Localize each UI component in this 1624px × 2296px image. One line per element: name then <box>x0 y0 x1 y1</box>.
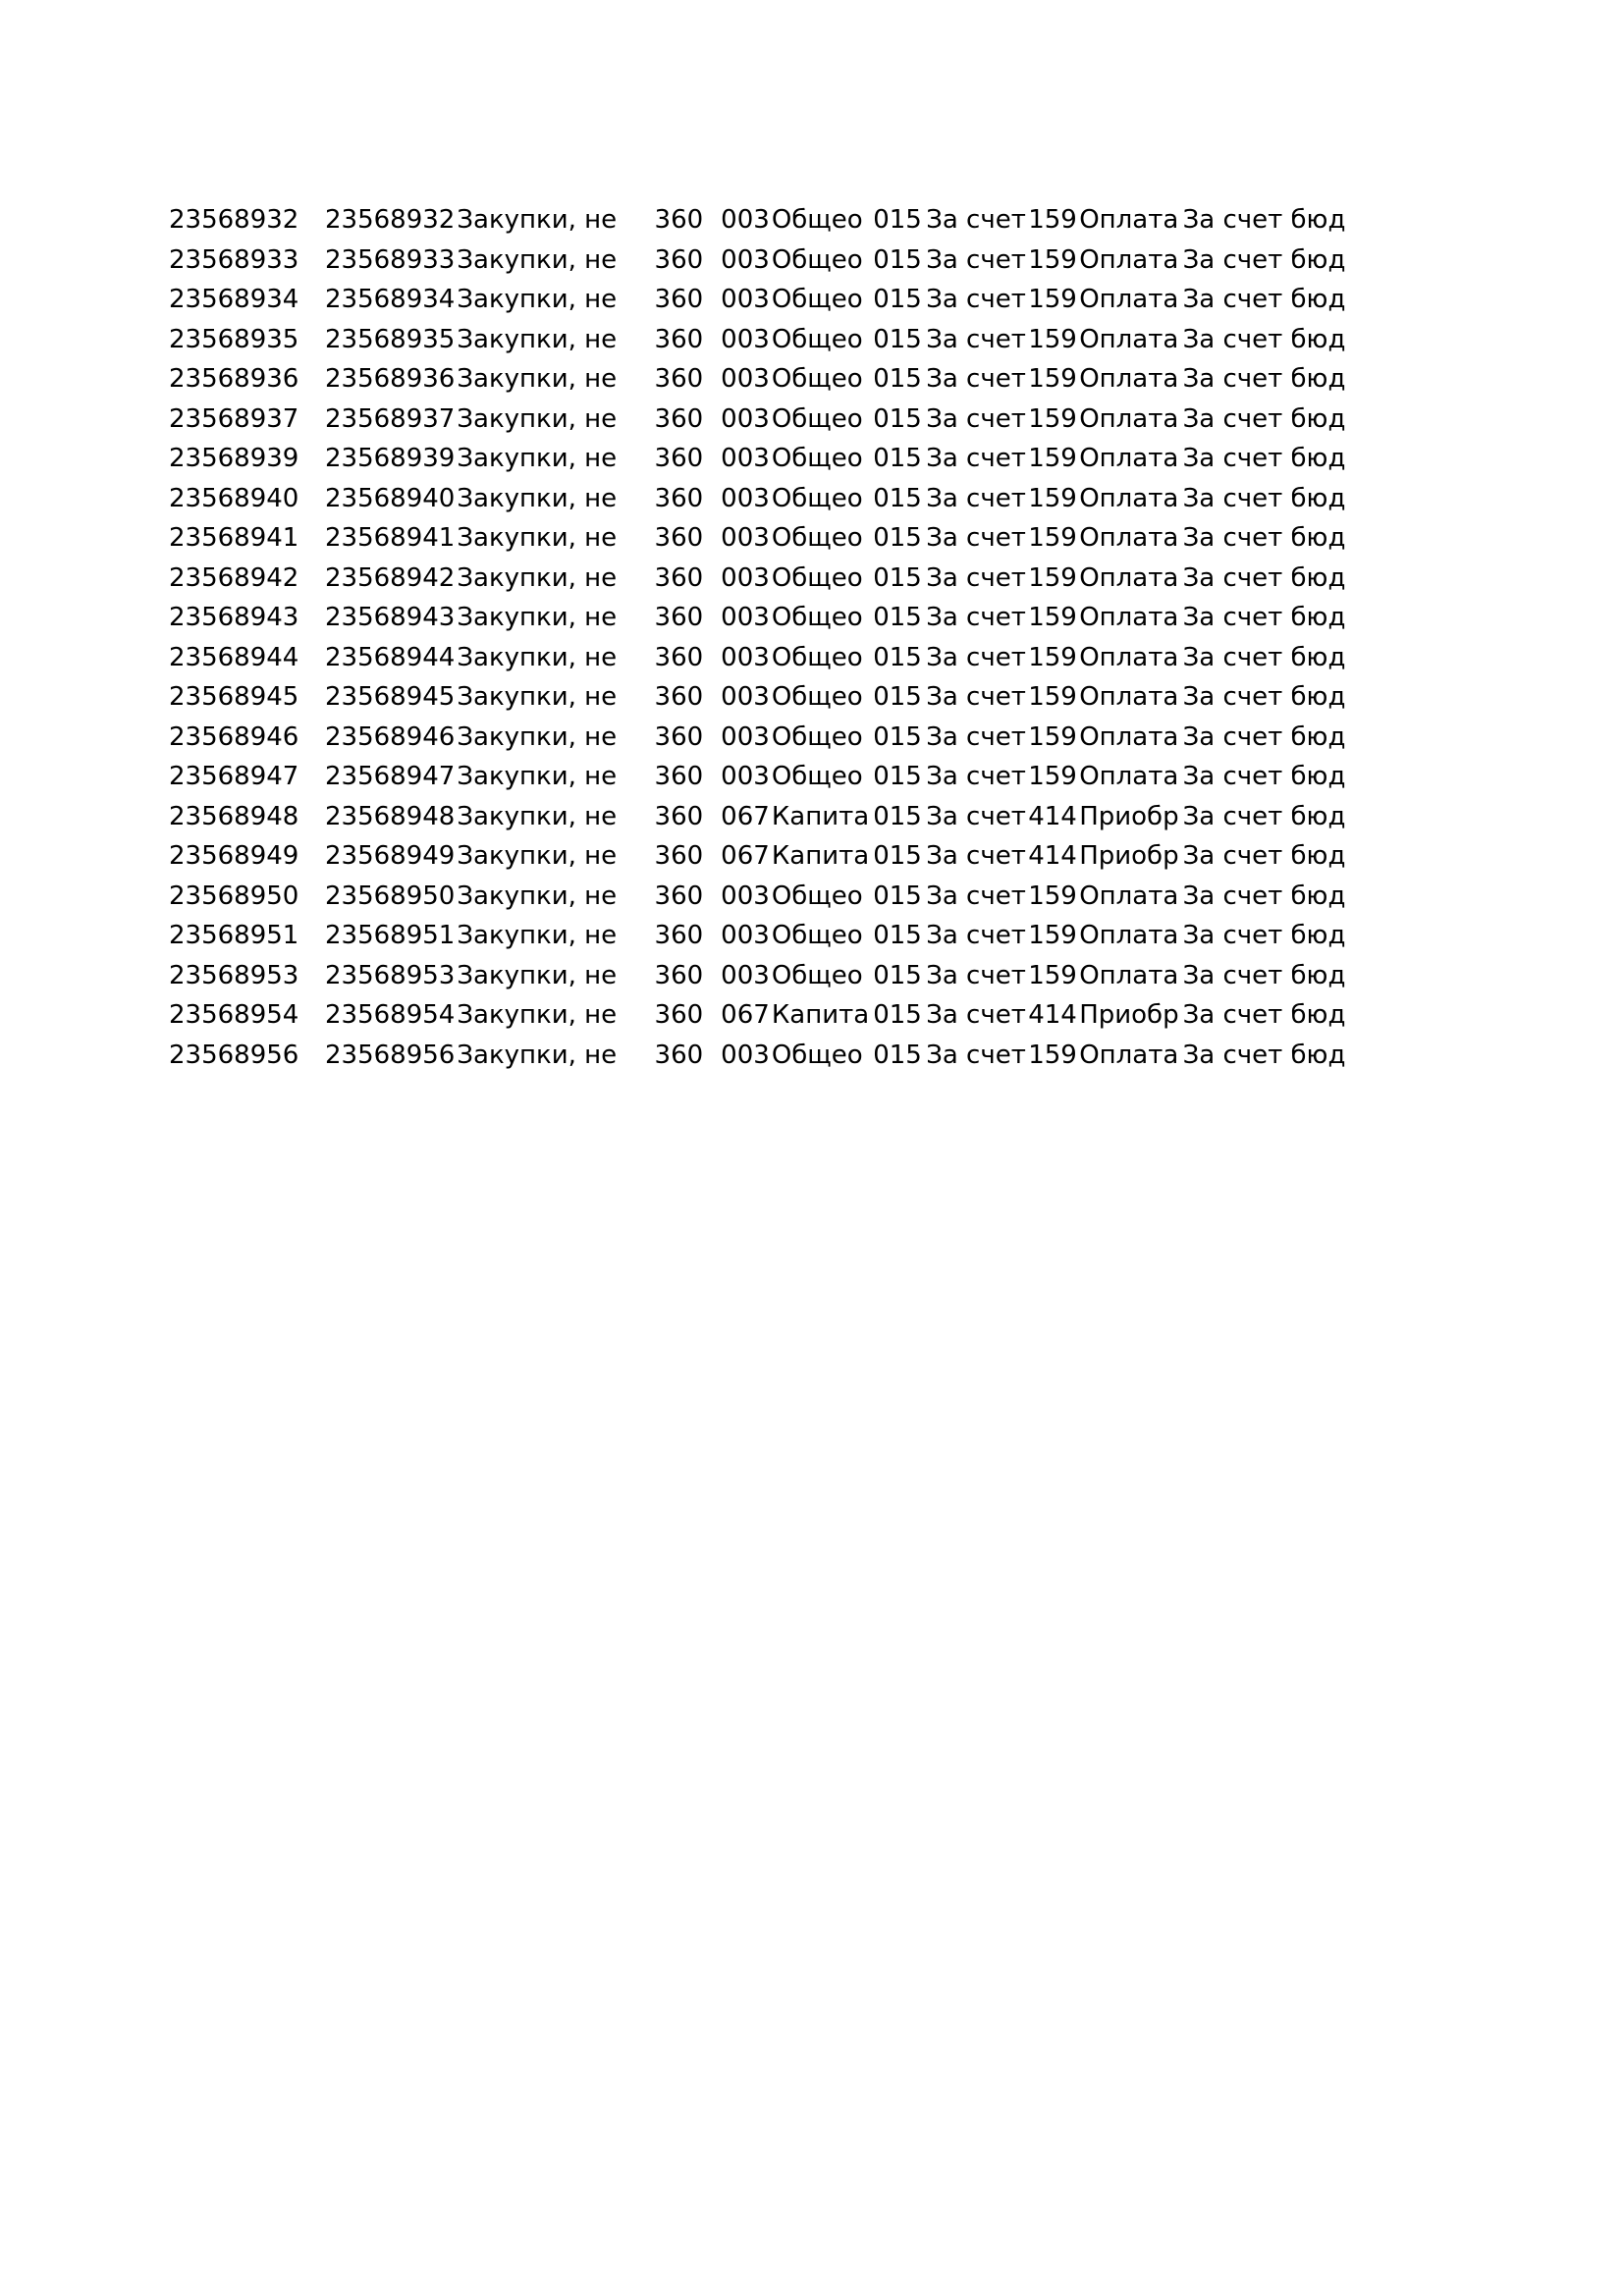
cell-id-duplicate: 23568941 <box>325 523 456 554</box>
table-row <box>169 797 1345 837</box>
cell-section-name: Общео <box>771 444 863 474</box>
cell-article-name: Оплата <box>1079 721 1179 752</box>
cell-source-code: 015 <box>873 1040 922 1070</box>
cell-funding: За счет бюд <box>1182 603 1346 633</box>
cell-article-name: Приобр <box>1079 1000 1179 1031</box>
cell-source-code: 015 <box>873 642 922 672</box>
cell-section-name: Капита <box>771 841 870 872</box>
cell-funding: За счет бюд <box>1182 523 1346 554</box>
cell-article-name: Оплата <box>1079 444 1179 474</box>
cell-funding: За счет бюд <box>1182 205 1346 236</box>
cell-section-code: 003 <box>721 642 770 672</box>
cell-article-name: Оплата <box>1079 960 1179 990</box>
cell-description: Закупки, не <box>457 562 618 593</box>
cell-section-code: 003 <box>721 483 770 513</box>
cell-id: 23568934 <box>169 285 299 315</box>
cell-description: Закупки, не <box>457 642 618 672</box>
cell-id: 23568947 <box>169 762 299 792</box>
cell-section-code: 003 <box>721 921 770 951</box>
cell-section-code: 003 <box>721 244 770 275</box>
cell-article-code: 159 <box>1028 244 1077 275</box>
cell-section-name: Общео <box>771 244 863 275</box>
cell-code: 360 <box>654 324 704 354</box>
cell-source-name: За счет <box>926 762 1026 792</box>
cell-source-name: За счет <box>926 1000 1026 1031</box>
cell-article-code: 159 <box>1028 642 1077 672</box>
table-row <box>169 240 1345 281</box>
cell-source-code: 015 <box>873 562 922 593</box>
table-row <box>169 916 1345 956</box>
cell-section-code: 003 <box>721 682 770 713</box>
table-body <box>169 200 1345 1075</box>
cell-source-name: За счет <box>926 1040 1026 1070</box>
cell-description: Закупки, не <box>457 960 618 990</box>
cell-id: 23568953 <box>169 960 299 990</box>
cell-article-code: 159 <box>1028 1040 1077 1070</box>
cell-description: Закупки, не <box>457 403 618 434</box>
cell-code: 360 <box>654 1040 704 1070</box>
cell-funding: За счет бюд <box>1182 801 1346 831</box>
data-table <box>169 200 1345 1075</box>
cell-section-code: 003 <box>721 403 770 434</box>
table-row <box>169 598 1345 638</box>
cell-id-duplicate: 23568945 <box>325 682 456 713</box>
cell-description: Закупки, не <box>457 721 618 752</box>
table-row <box>169 359 1345 400</box>
cell-funding: За счет бюд <box>1182 562 1346 593</box>
cell-description: Закупки, не <box>457 523 618 554</box>
cell-funding: За счет бюд <box>1182 642 1346 672</box>
cell-id: 23568946 <box>169 721 299 752</box>
cell-funding: За счет бюд <box>1182 960 1346 990</box>
cell-id: 23568941 <box>169 523 299 554</box>
cell-id: 23568940 <box>169 483 299 513</box>
cell-code: 360 <box>654 642 704 672</box>
cell-section-code: 003 <box>721 960 770 990</box>
cell-section-name: Общео <box>771 921 863 951</box>
cell-source-name: За счет <box>926 801 1026 831</box>
cell-section-name: Капита <box>771 1000 870 1031</box>
cell-funding: За счет бюд <box>1182 483 1346 513</box>
cell-id-duplicate: 23568942 <box>325 562 456 593</box>
cell-article-name: Оплата <box>1079 483 1179 513</box>
cell-id-duplicate: 23568933 <box>325 244 456 275</box>
cell-source-name: За счет <box>926 285 1026 315</box>
cell-source-code: 015 <box>873 603 922 633</box>
cell-section-code: 003 <box>721 562 770 593</box>
cell-id: 23568951 <box>169 921 299 951</box>
cell-code: 360 <box>654 960 704 990</box>
cell-description: Закупки, не <box>457 244 618 275</box>
cell-id-duplicate: 23568948 <box>325 801 456 831</box>
cell-section-name: Общео <box>771 562 863 593</box>
cell-section-name: Общео <box>771 1040 863 1070</box>
table-row <box>169 200 1345 240</box>
cell-article-code: 414 <box>1028 801 1077 831</box>
cell-source-code: 015 <box>873 721 922 752</box>
cell-article-code: 159 <box>1028 324 1077 354</box>
cell-id: 23568948 <box>169 801 299 831</box>
cell-article-code: 159 <box>1028 483 1077 513</box>
cell-code: 360 <box>654 285 704 315</box>
cell-section-code: 003 <box>721 205 770 236</box>
cell-id-duplicate: 23568944 <box>325 642 456 672</box>
cell-section-code: 003 <box>721 324 770 354</box>
cell-description: Закупки, не <box>457 324 618 354</box>
cell-description: Закупки, не <box>457 881 618 911</box>
cell-source-name: За счет <box>926 562 1026 593</box>
cell-article-code: 159 <box>1028 285 1077 315</box>
cell-article-code: 159 <box>1028 682 1077 713</box>
cell-section-name: Капита <box>771 801 870 831</box>
cell-id-duplicate: 23568934 <box>325 285 456 315</box>
cell-article-name: Оплата <box>1079 1040 1179 1070</box>
cell-source-name: За счет <box>926 205 1026 236</box>
cell-id: 23568944 <box>169 642 299 672</box>
cell-code: 360 <box>654 762 704 792</box>
cell-section-code: 003 <box>721 285 770 315</box>
table-row <box>169 677 1345 718</box>
cell-code: 360 <box>654 562 704 593</box>
cell-description: Закупки, не <box>457 444 618 474</box>
cell-article-name: Приобр <box>1079 841 1179 872</box>
cell-section-code: 003 <box>721 762 770 792</box>
cell-article-code: 159 <box>1028 960 1077 990</box>
cell-section-name: Общео <box>771 762 863 792</box>
cell-description: Закупки, не <box>457 841 618 872</box>
cell-source-code: 015 <box>873 364 922 395</box>
cell-id: 23568933 <box>169 244 299 275</box>
cell-article-name: Оплата <box>1079 244 1179 275</box>
cell-id-duplicate: 23568950 <box>325 881 456 911</box>
cell-description: Закупки, не <box>457 762 618 792</box>
cell-source-code: 015 <box>873 523 922 554</box>
cell-description: Закупки, не <box>457 801 618 831</box>
cell-source-code: 015 <box>873 205 922 236</box>
cell-code: 360 <box>654 523 704 554</box>
cell-article-code: 159 <box>1028 721 1077 752</box>
table-row <box>169 877 1345 917</box>
cell-id-duplicate: 23568949 <box>325 841 456 872</box>
cell-source-code: 015 <box>873 244 922 275</box>
cell-id-duplicate: 23568932 <box>325 205 456 236</box>
cell-funding: За счет бюд <box>1182 285 1346 315</box>
table-row <box>169 320 1345 360</box>
cell-section-code: 003 <box>721 881 770 911</box>
cell-section-name: Общео <box>771 403 863 434</box>
cell-source-code: 015 <box>873 1000 922 1031</box>
cell-id-duplicate: 23568953 <box>325 960 456 990</box>
cell-funding: За счет бюд <box>1182 762 1346 792</box>
cell-section-name: Общео <box>771 721 863 752</box>
cell-section-code: 003 <box>721 721 770 752</box>
cell-article-code: 414 <box>1028 1000 1077 1031</box>
cell-source-code: 015 <box>873 444 922 474</box>
cell-code: 360 <box>654 1000 704 1031</box>
cell-section-name: Общео <box>771 881 863 911</box>
cell-article-name: Оплата <box>1079 285 1179 315</box>
cell-article-code: 159 <box>1028 562 1077 593</box>
cell-article-code: 159 <box>1028 205 1077 236</box>
cell-section-code: 003 <box>721 444 770 474</box>
cell-id-duplicate: 23568936 <box>325 364 456 395</box>
cell-section-code: 067 <box>721 841 770 872</box>
cell-source-name: За счет <box>926 483 1026 513</box>
cell-source-code: 015 <box>873 682 922 713</box>
table-row <box>169 718 1345 758</box>
cell-source-code: 015 <box>873 403 922 434</box>
table-row <box>169 995 1345 1036</box>
cell-section-code: 067 <box>721 1000 770 1031</box>
cell-code: 360 <box>654 721 704 752</box>
cell-article-name: Приобр <box>1079 801 1179 831</box>
cell-article-code: 414 <box>1028 841 1077 872</box>
cell-article-name: Оплата <box>1079 881 1179 911</box>
cell-id-duplicate: 23568954 <box>325 1000 456 1031</box>
cell-article-code: 159 <box>1028 523 1077 554</box>
cell-funding: За счет бюд <box>1182 921 1346 951</box>
cell-funding: За счет бюд <box>1182 682 1346 713</box>
cell-code: 360 <box>654 682 704 713</box>
cell-section-name: Общео <box>771 205 863 236</box>
cell-article-name: Оплата <box>1079 642 1179 672</box>
cell-id-duplicate: 23568943 <box>325 603 456 633</box>
cell-section-code: 003 <box>721 364 770 395</box>
table-row <box>169 757 1345 797</box>
cell-source-name: За счет <box>926 364 1026 395</box>
cell-article-name: Оплата <box>1079 682 1179 713</box>
cell-id-duplicate: 23568937 <box>325 403 456 434</box>
cell-description: Закупки, не <box>457 205 618 236</box>
cell-code: 360 <box>654 483 704 513</box>
table-row <box>169 956 1345 996</box>
cell-source-name: За счет <box>926 523 1026 554</box>
cell-code: 360 <box>654 881 704 911</box>
cell-article-name: Оплата <box>1079 205 1179 236</box>
cell-description: Закупки, не <box>457 285 618 315</box>
cell-code: 360 <box>654 603 704 633</box>
cell-description: Закупки, не <box>457 603 618 633</box>
cell-article-code: 159 <box>1028 921 1077 951</box>
cell-id-duplicate: 23568946 <box>325 721 456 752</box>
cell-article-code: 159 <box>1028 444 1077 474</box>
cell-source-name: За счет <box>926 403 1026 434</box>
table-row <box>169 559 1345 599</box>
cell-source-code: 015 <box>873 483 922 513</box>
cell-id: 23568956 <box>169 1040 299 1070</box>
cell-source-name: За счет <box>926 324 1026 354</box>
cell-article-code: 159 <box>1028 403 1077 434</box>
cell-source-name: За счет <box>926 642 1026 672</box>
cell-article-code: 159 <box>1028 762 1077 792</box>
cell-code: 360 <box>654 841 704 872</box>
cell-section-name: Общео <box>771 960 863 990</box>
cell-article-code: 159 <box>1028 364 1077 395</box>
cell-article-name: Оплата <box>1079 603 1179 633</box>
cell-article-name: Оплата <box>1079 523 1179 554</box>
cell-source-code: 015 <box>873 960 922 990</box>
cell-funding: За счет бюд <box>1182 324 1346 354</box>
cell-section-code: 067 <box>721 801 770 831</box>
cell-section-name: Общео <box>771 364 863 395</box>
cell-id: 23568942 <box>169 562 299 593</box>
cell-source-code: 015 <box>873 324 922 354</box>
cell-section-name: Общео <box>771 642 863 672</box>
cell-source-code: 015 <box>873 881 922 911</box>
cell-id-duplicate: 23568951 <box>325 921 456 951</box>
cell-source-name: За счет <box>926 921 1026 951</box>
table-row <box>169 479 1345 519</box>
cell-description: Закупки, не <box>457 682 618 713</box>
cell-source-code: 015 <box>873 841 922 872</box>
cell-funding: За счет бюд <box>1182 1000 1346 1031</box>
cell-funding: За счет бюд <box>1182 444 1346 474</box>
table-row <box>169 400 1345 440</box>
cell-source-code: 015 <box>873 801 922 831</box>
cell-article-name: Оплата <box>1079 403 1179 434</box>
cell-article-code: 159 <box>1028 881 1077 911</box>
cell-section-name: Общео <box>771 523 863 554</box>
cell-funding: За счет бюд <box>1182 1040 1346 1070</box>
cell-funding: За счет бюд <box>1182 244 1346 275</box>
cell-code: 360 <box>654 403 704 434</box>
cell-source-name: За счет <box>926 682 1026 713</box>
cell-article-name: Оплата <box>1079 762 1179 792</box>
cell-section-code: 003 <box>721 603 770 633</box>
cell-source-name: За счет <box>926 603 1026 633</box>
cell-article-name: Оплата <box>1079 921 1179 951</box>
cell-funding: За счет бюд <box>1182 721 1346 752</box>
cell-funding: За счет бюд <box>1182 364 1346 395</box>
cell-source-name: За счет <box>926 444 1026 474</box>
cell-article-name: Оплата <box>1079 562 1179 593</box>
cell-id-duplicate: 23568956 <box>325 1040 456 1070</box>
cell-id: 23568935 <box>169 324 299 354</box>
cell-description: Закупки, не <box>457 1000 618 1031</box>
cell-section-name: Общео <box>771 324 863 354</box>
cell-id-duplicate: 23568940 <box>325 483 456 513</box>
cell-source-code: 015 <box>873 285 922 315</box>
cell-id: 23568949 <box>169 841 299 872</box>
cell-id-duplicate: 23568935 <box>325 324 456 354</box>
cell-source-name: За счет <box>926 244 1026 275</box>
cell-id-duplicate: 23568947 <box>325 762 456 792</box>
cell-section-name: Общео <box>771 682 863 713</box>
cell-id: 23568936 <box>169 364 299 395</box>
cell-id-duplicate: 23568939 <box>325 444 456 474</box>
cell-description: Закупки, не <box>457 364 618 395</box>
cell-section-name: Общео <box>771 285 863 315</box>
cell-section-name: Общео <box>771 603 863 633</box>
cell-source-code: 015 <box>873 921 922 951</box>
table-row <box>169 280 1345 320</box>
cell-source-code: 015 <box>873 762 922 792</box>
cell-source-name: За счет <box>926 881 1026 911</box>
table-row <box>169 518 1345 559</box>
cell-id: 23568932 <box>169 205 299 236</box>
cell-section-name: Общео <box>771 483 863 513</box>
table-row <box>169 439 1345 479</box>
cell-id: 23568937 <box>169 403 299 434</box>
cell-description: Закупки, не <box>457 1040 618 1070</box>
cell-id: 23568954 <box>169 1000 299 1031</box>
cell-section-code: 003 <box>721 1040 770 1070</box>
table-row <box>169 638 1345 678</box>
cell-source-name: За счет <box>926 721 1026 752</box>
cell-source-name: За счет <box>926 841 1026 872</box>
cell-code: 360 <box>654 244 704 275</box>
cell-code: 360 <box>654 921 704 951</box>
table-row <box>169 1036 1345 1076</box>
table-row <box>169 836 1345 877</box>
cell-source-name: За счет <box>926 960 1026 990</box>
cell-code: 360 <box>654 444 704 474</box>
cell-funding: За счет бюд <box>1182 881 1346 911</box>
cell-description: Закупки, не <box>457 483 618 513</box>
cell-id: 23568939 <box>169 444 299 474</box>
cell-article-name: Оплата <box>1079 324 1179 354</box>
cell-id: 23568950 <box>169 881 299 911</box>
cell-funding: За счет бюд <box>1182 841 1346 872</box>
cell-code: 360 <box>654 205 704 236</box>
cell-id: 23568943 <box>169 603 299 633</box>
cell-description: Закупки, не <box>457 921 618 951</box>
cell-section-code: 003 <box>721 523 770 554</box>
cell-article-name: Оплата <box>1079 364 1179 395</box>
cell-article-code: 159 <box>1028 603 1077 633</box>
cell-id: 23568945 <box>169 682 299 713</box>
cell-code: 360 <box>654 364 704 395</box>
cell-code: 360 <box>654 801 704 831</box>
cell-funding: За счет бюд <box>1182 403 1346 434</box>
